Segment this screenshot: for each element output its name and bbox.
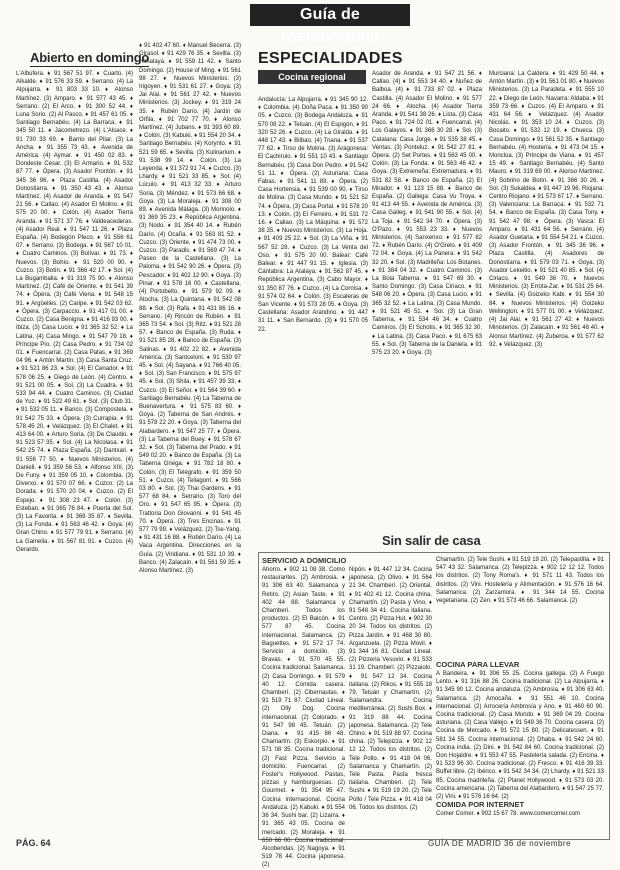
column-4-text: Asador de Aranda. ♦ 91 547 21 56. ♦ Callao. (4) ♦ 91 553 34 40. ♦ Nuñez de Balboa. (4) ♦ 91 733 87 02. ♦ Plaza Castilla. (4) Asador El Molino. ♦ 91 577 24 66. ♦ Atocha. (4) Asador Tierra Aranda. ♦ 91 541 38 26. ♦ Lista. (3) Casa Paco. ♦ 91 724 02 01. ♦ Fuencarral. (4) Los Galayos. ♦ 91 366 30 28. ♦ Sol. (3) Catalana: Casa Jorge. ♦ 91 535 38 45. ♦ Ventas. (3) Ponteluz. ♦ 91 542 27 81. ♦ Ópera. (2) Set Portes. ♦ 91 563 45 00. ♦ Colón. (3) La Fonda. ♦ 91 563 46 42. ♦ Goya. (3) Extremeña: Extremadura. ♦ 91 531 82 58. ♦ Banco de España. (2) El Mirador. ♦ 91 123 15 88. ♦ Banco de España. (2) Gallega: Casa Vu Troya. ♦ 91 413 44 55. ♦ Avenida de América. (3) Casa Galleg. ♦ 91 541 90 55. ♦ Sol. (4) La Toja. ♦ 91 542 34 70. ♦ Ópera. (3) O'Pazo. ♦ 91 553 23 33. ♦ Nuevos Ministerios. (4) Sanxenxo. ♦ 91 577 82 72. ♦ Rubén Darío. (4) O'Grelo. ♦ 91 409 72 04. ♦ Goya. (4) La Panera. ♦ 91 542 32 20. ♦ Sol. (3) Madrileña: Los Botanes. ♦ 91 384 04 32. ♦ Cuatro Caminos. (3) La Bola Taberna. ♦ 91 547 69 30. ♦ Santo Domingo. (3) Casa Ciriaco. ♦ 91 548 06 20. ♦ Ópera. (3) Casa Lucio. ♦ 91 365 32 52. ♦ La Latina. (3) Casa Mundo. ♦ 91 521 45 51. ♦ Sol. (3) La Gran Taberna. ♦ 91 534 46 34. ♦ Cuatro Caminos. (3) El Schotis. ♦ 91 365 32 30. ♦ La Latina. (3) Casa Paco. ♦ 91 675 63 55. ♦ Sol. (3) Taberna de la Daniela. ♦ 91 575 23 20. ♦ Goya. (3) [372,71,482,356]
comida-internet-text: Comer Comer. ♦ 902 15 67 78. www.comercomer.com [436,811,581,817]
servicio-column-2: Nipón. ♦ 91 447 12 34. Cocina japonesa. (2) Olivo. ♦ 91 564 21 34. Chamberí. (2) Oriental. ♦ 91 402 41 12. Cocina china. Chamartín. (2) Pasta y Vino. ♦ 91 548 34 41. Cocina italiana. Centro. (2) Pizza Hut. ♦ 902 30 20 34. Todos los distritos. (2) Pizza Jardín. ♦ 91 468 30 80. Arganzuela. (2) Pizza Movil. ♦ 91 344 16 81. Ciudad Lineal. (2) Pizzeria Vesuvio. ♦ 91 533 31 19. Chamberí. (2) Pizzaiolo. ♦ 91 547 12 34. Cocina italiana. (2) Rikos. ♦ 91 555 18 79. Tetuán y Chamartín. (2) Salamandra. Cocina mediterránea. (2) Sushi Box. ♦ 91 319 88 44. Cocina japonesa. Salamanca. (2) Tele Chino. ♦ 91 519 88 97. Cocina china. (2) Telepizza. ♦ 902 12 12 12. Todos los distritos. (2) Tele Pollo. ♦ 91 418 04 06. Salamanca y Chamartín. (2) Tele Pasta. Pasta fresca italiana. Chamberí. (2) Tele Sushi. ♦ 91 519 19 20. (2) Tele Pollo / Tele Pizza. ♦ 91 418 04 06. Todos los distritos. (2) [349,567,432,811]
column-1 [16,70,133,836]
column-5-text: Murciana: La Caldera. ♦ 91 429 50 44. ♦ Antón Martín. (3) ♦ 91 561 01 80. ♦ Nuevos Ministerios. (3) La Paradeta. ♦ 91 555 10 22. ♦ Diego de León. Navarra: Aldaba. ♦ 91 359 73 66. ♦ Cuzco. (4) El Amparo. ♦ 91 431 64 56. ♦ Velázquez. (4) Asador Nicolás. ♦ 91 353 10 24. ♦ Cuzco. (3) Bocaito. ♦ 91 532 12 19. ♦ Chueca. (3) Casa Domingo. ♦ 91 561 52 35. ♦ Santiago Bernabéu. (4) Hostería. ♦ 91 473 04 15. ♦ Moncloa. (3) Príncipe de Viana. ♦ 91 457 15 49. ♦ Santiago Bernabéu. (4) Santo Mauro. ♦ 91 319 69 00. ♦ Alonso Martínez. (4) Sobrino de Botín. ♦ 91 366 30 26. ♦ Sol. (3) Sukaldea. ♦ 91 447 19 96. Riojana: Centro Riojano. ♦ 91 573 67 17. ♦ Serrano. (3) Valenciana: La Barraca. ♦ 91 532 71 54. ♦ Banco de España. (3) Casa Tony. ♦ 91 542 47 98. ♦ Ópera. (3) Vasca: El Amparo. ♦ 91 431 64 56. ♦ Serrano. (4) Asador Guetaria. ♦ 91 554 54 21. ♦ Cuzco. (3) Asador Frontón. ♦ 91 345 36 96. ♦ Plaza Castilla. (4) Asadores de Donostiarra. ♦ 91 579 03 71. ♦ Goya. (3) Asador Lekeitio. ♦ 91 521 40 85. ♦ Sol. (4) Ciriaco. ♦ 91 549 36 70. ♦ Nuevos Ministerios. (3) Errota-Zar. ♦ 91 531 25 64. ♦ Sevilla. (4) Goizeko Kabi. ♦ 91 554 30 84. ♦ Nuevos Ministerios. (4) Goizeko Wellington. ♦ 91 577 01 00. ♦ Velázquez. (4) Jai Alai. ♦ 91 561 27 42. ♦ Nuevos Ministerios. (3) Zalacaín. ♦ 91 561 48 40. ♦ Alonso Martínez. (4) Zuberoa. ♦ 91 577 62 92. ♦ Velázquez. (3) [489,71,604,348]
heading-servicio-domicilio: SERVICIO A DOMICILIO [262,556,347,565]
column-5 [489,70,604,536]
column-3-text: Andalucía: La Alpujarra. ♦ 91 345 90 12. ♦ Colombia. (4) Doña Paca. ♦ 91 350 90 05. ♦ Cuzco. (3) Bodega Andaluza. ♦ 91 570 08 22. ♦ Tetuán. (4) El Espigón. ♦ 91 320 52 26. ♦ Cuzco. (4) La Giralda. ♦ 91 448 17 43. ♦ Bilbao. (4) Triana. ♦ 91 537 77 62. ♦ Tirso de Molina. (3) Aragonesa: El Cachirulo. ♦ 91 551 10 43. ♦ Santiago Bernabéu. (3) Casa Don Pedro. ♦ 91 542 51 11. ♦ Ópera. (2) Asturiana: Casa Fabas. ♦ 91 541 11 89. ♦ Ópera. (2) Casa Hortensia. ♦ 91 539 00 90. ♦ Tirso de Molina. (3) Casa Mundo. ♦ 91 521 52 74. ♦ Ópera. (3) Casa Portal. ♦ 91 578 20 13. ♦ Colón. (3) El Ferreiro. ♦ 91 531 72 16. ♦ Callao. (3) La Máquina. ♦ 91 572 38 35. ♦ Nuevos Ministerios. (3) La Hoja. ♦ 91 409 25 22. ♦ Sol. (3) La Viña. ♦ 91 567 52 28. ♦ Cuzco. (3) La Venta del Oso. ♦ 91 575 20 00. Balear: Café Balear. ♦ 91 447 91 15. ♦ Iglesia. (3) Cántabra: La Atalaya. ♦ 91 562 87 45. ♦ República Argentina. (3) Cabo Mayor. ♦ 91 350 87 76. ♦ Cuzco. (4) La Cornisa. ♦ 91 574 02 64. ♦ Colón. (3) Escaleras de San Vicente. ♦ 91 573 28 05. ♦ Goya. (3) Castellana: Asador Arandino. ♦ 91 447 31 11. ♦ San Bernardo. (3) ♦ 91 570 05 22. [258,97,368,333]
servicio-column-3: Chamartín. (2) Tele Sushi. ♦ 91 519 19 20. (2) Telepastilla. ♦ 91 547 43 32. Salamanca. (2) Telepizza. ♦ 902 12 12 12. Todos los distritos. (2) Tony Roma's. ♦ 91 571 11 43. Todos los distritos. (2) Vini. Hostelería y Alimentación. ♦ 91 576 16 64. Salamanca. (2) Zarzamora. ♦ 91 344 14 55. Cocina vegetariana. (2) Zen. ♦ 91 573 46 66. Salamanca. (2) [436,557,604,605]
column-2-text: ♦ 91 402 47 60. ♦ Manuel Becerra. (3) Girasol. ♦ 91 429 76 35. ♦ Sevilla. (3) Himalaya. ♦ 91 559 11 42. ♦ Santo Domingo. (2) House of Ming. ♦ 91 561 98 27. ♦ Nuevos Ministerios. (3) Irigoyen. ♦ 91 531 61 27. ♦ Goya. (3) Jai Alai. ♦ 91 561 27 42. ♦ Nuevos Ministerios. (3) Jockey. ♦ 91 319 24 35. ♦ Rubén Darío. (4) Jardín de Orfila. ♦ 91 702 77 70. ♦ Alonso Martínez. (4) Jubans. ♦ 91 393 60 89. ♦ Colón. (3) Kabuki. ♦ 91 554 20 34. ♦ Santiago Bernabéu. (4) Korynto. ♦ 91 521 59 65. ♦ Sevilla. (3) Kulinarium. ♦ 91 538 99 14. ♦ Colón. (3) La Leyenda. ♦ 91 372 91 74. ♦ Cuzco. (3) Lhardy. ♦ 91 521 33 85. ♦ Sol. (4) Lúculo. ♦ 91 413 32 33. ♦ Arturo Soria. (3) Méndez. ♦ 91 573 66 68. ♦ Goya. (3) La Moraleja. ♦ 91 308 00 89. ♦ Avenida Málaga. (3) Morinolo. ♦ 91 369 35 23. ♦ República Argentina. (3) Nodo. ♦ 91 354 40 14. ♦ Rubén Darío. (4) Ocaña. ♦ 91 563 81 52. ♦ Cuzco. (3) Oriente. ♦ 91 474 73 00. ♦ Cuzco. (3) Paradis. ♦ 91 569 47 74. ♦ Paseo de la Castellana. (3) La Paloma. ♦ 91 542 90 26. ♦ Ópera. (3) Pescador. ♦ 91 402 12 90. ♦ Goya. (3) Pinar. ♦ 91 578 16 00. ♦ Castellana. (4) Portobello. ♦ 91 579 92 09. ♦ Atocha. (3) La Quintana. ♦ 91 542 08 88. ♦ Sol. (3) Rafa. ♦ 91 431 86 16. ♦ Serrano. (4) Rincón de Rubén. ♦ 91 365 73 54. ♦ Sol. (3) Ritz. ♦ 91 521 28 57. ♦ Banco de España. (3) Ruda. ♦ 91 521 85 28. ♦ Banco de España. (3) Salinas. ♦ 91 402 22 82. ♦ Avenida América. (3) Santceloni. ♦ 91 530 97 45. ♦ Sol. (4) Sayana. ♦ 91 766 40 05. ♦ Sol. (3) San Francisco. ♦ 91 575 97 45. ♦ Sol. (3) Shila. ♦ 91 457 39 33. ♦ Cuzco. (3) El Señor. ♦ 91 564 39 60. ♦ Santiago Bernabéu. (4) La Taberna de Buenavertura. ♦ 91 575 83 60. ♦ Goya. (2) Taberna de San Andrés. ♦ 91 578 22 20. ♦ Goya. (3) Taberna del Alabardero. ♦ 91 547 25 77. ♦ Ópera. (3) La Taberna del Buey. ♦ 91 578 67 32. ♦ Sol. (3) Taberna del Prado. ♦ 91 549 02 20. ♦ Banco de España. (3) La Taberna Griega. ♦ 91 782 18 80. ♦ Colón. (3) El Telégrafo. ♦ 91 359 50 51. ♦ Cuzco. (4) Tellagorri. ♦ 91 566 03 80. ♦ Sol. (3) Thai Gardens. ♦ 91 577 68 84. ♦ Serrano. (3) Toro del Oro. ♦ 91 547 65 95. ♦ Ópera. (3) Trattoria Don Giovanni. ♦ 91 541 45 70. ♦ Ópera. (3) Tres Encinas. ♦ 91 577 79 99. ♦ Velázquez. (2) Tse-Yang. ♦ 91 431 16 88. ♦ Rubén Darío. (4) La Vaca Argentina. Direcciones en la Guía. (2) Viridiana. ♦ 91 531 10 39. ♦ Banco. (4) Zalacaín. ♦ 91 561 59 35. ♦ Alonso Martínez. (3) [139,43,241,574]
column-3 [258,96,368,536]
section-banner: Guía de restaurantes [250,4,410,26]
heading-abierto-domingo: Abierto en domingo [30,50,150,65]
servicio-column-1: Ahorro. ♦ 902 11 08 38. Como restaurantes. (2) Ambrosia. ♦ 91 306 63 40. Salamanca y Retiro. (2) Asian Taste. ♦ 91 402 44 88. Salamanca y Chamberí. Todos los productos. (2) El Balcón. ♦ 91 577 87 45. Cocina internacional. Salamanca. (2) Baguettes. ♦ 91 572 17 74. Servicio a domicilio. (3) Bravas. ♦ 91 570 45 55. Cocina tradicional. Salamanca. (2) Casa Domingo. ♦ 91 579 40 12. Comida casera. Chamberí. (2) Cibernautas. ♦ 91 519 71 87. Ciudad Lineal. (2) Olly Dog. Cocina internacional. (2) Colorado. ♦ 91 547 98 45. Tetuán. (2) Diana. ♦ 91 415 86 48. Chamartín. (3) Eskorpio. ♦ 91 571 08 35. Cocina tradicional. (2) Fast Pizza. Servicio a domicilio. Fuencarral. (2) Foster's Hollywood. Pastas, pizzas y hamburguesas. (2) Gourmet. ♦ 91 354 95 47. Cocina internacional. Cocina Andaluza. (2) Kabuki. ♦ 91 554 36 34. Sushi bar. (2) Lizarra. ♦ 91 365 43 05. Cocina de mercado. (2) Moraleja. ♦ 91 650 66 00. Cocina tradicional. Alcobendas. (2) Nagoya. ♦ 91 519 78 44. Cocina japonesa. (2) [262,567,345,869]
page-number: PÁG. 64 [16,838,51,848]
footer-publication: GUÍA DE MADRID 36 de noviembre [428,839,572,848]
cocina-llevar-text: A Bandeira. ♦ 91 306 55 25. Cocina gallega. (2) A Fuego Lento. ♦ 91 316 88 26. Cocina tradicional. (2) La Alpujarra. ♦ 91 345 90 12. Cocina andaluza. (2) Ambrosia. ♦ 91 306 63 40. Salamanca. (2) Amocaña. ♦ 91 551 46 10. Cocina internacional. (2) Arrocería Ambrosía y Ano. ♦ 91 460 60 90. Cocina tradicional. (2) Casa Mundo. ♦ 91 369 04 29. Cocina asturiana. (2) Casa Vallejo. ♦ 91 549 36 70. Cocina casera. (2) Cocina de Mercado. ♦ 91 572 15 80. (2) Delicatessen. ♦ 91 581 34 55. Cocina internacional. (2) Dhaba. ♦ 91 542 24 60. Cocina india. (2) Dini. ♦ 91 542 84 60. Cocina tradicional. (2) Don Hojaldre. ♦ 91 553 47 55. Pastelería salada. (2) Encina. ♦ 91 523 96 30. Cocina tradicional. (2) Fresco. ♦ 91 416 39 33. Buffet libre. (2) Ibérico. ♦ 91 542 34 34. (2) Lhardy. ♦ 91 521 33 85. Cocina madrileña. (2) Planet Hollywood. ♦ 91 573 03 20. Cocina americana. (2) Taberna del Alabardero. ♦ 91 547 25 77. (2) Vini. ♦ 91 576 16 64. (2) [436,671,604,801]
column-4 [372,70,482,536]
cocina-regional-tag: Cocina regional [258,70,366,84]
heading-especialidades: ESPECIALIDADES [258,50,403,67]
heading-sin-salir-de-casa: Sin salir de casa [382,533,481,548]
heading-cocina-para-llevar: COCINA PARA LLEVAR [436,660,520,669]
heading-comida-internet: COMIDA POR INTERNET [436,800,525,809]
column-2 [139,42,241,838]
column-1-text: L'Albufera. ♦ 91 567 51 97. ♦ Cuarto. (4) Alkalde. ♦ 91 576 33 59. ♦ Serrano. (4) La Alpujarra. ♦ 91 803 33 10. ♦ Alonso Martínez. (3) Amparo. ♦ 91 577 43 45. ♦ Serrano. (2) El Arco. ♦ 91 300 52 44. ♦ Luna Sorio. (2) Al Pasco. ♦ 91 457 61 05. ♦ Santiago Bernabéu. (4) La Barraca. ♦ 91 345 50 11. ♦ Jacometrezo. (4) L'Alsace. ♦ 91 730 33 69. ♦ Barrio del Pilar. (3) La Ancha. ♦ 91 355 73 43. ♦ Avenida de América. (4) Aymar. ♦ 91 450 02 83. ♦ Dondeste Cesar. (3) El Armario. ♦ 91 532 87 77. ♦ Ópera. (3) Asador Frontón. ♦ 91 345 36 96. ♦ Plaza Castilla. (4) Asador Donostiarra. ♦ 91 350 43 43. ♦ Alonso Martínez. (4) Asador de Aranda. ♦ 91 547 21 56. ♦ Callao. (4) Asador El Molino. ♦ 91 575 20 00. ♦ Colón. (4) Asador Tierra Aranda. ♦ 91 571 37 76. ♦ Valdeacederas. (4) Asador Real. ♦ 91 547 11 26. ♦ Plaza España. (4) Bodegón Pleco. ♦ 91 556 61 07. ♦ Serrano. (3) Bodega. ♦ 91 567 10 01. ♦ Cuatro Caminos. (3) Bolívar. ♦ 91 73. ♦ Nuevos. (3) Bohío. ♦ 91 520 00 90. ♦ Cuzco. (3) Botín. ♦ 91 366 42 17. ♦ Sol. (4) La Bugamballa. ♦ 91 319 75 90. ♦ Alonso Martínez. (2) Café de Oriente. ♦ 91 541 39 74. ♦ Ópera. (3) Café Viena. ♦ 91 548 15 91. ♦ Argüelles. (2) Caripe. ♦ 91 542 03 62. ♦ Ópera. (3) Carpaccio. ♦ 91 417 01 00. ♦ Cuzco. (2) Casa Benigna. ♦ 91 416 93 00. ♦ Ibiza. (3) Casa Lucio. ♦ 91 365 32 52. ♦ La Latina. (4) Casa Mingo. ♦ 91 547 79 18. ♦ Príncipe Pío. (2) Casa Pedro. ♦ 91 734 02 01. ♦ Fuencarral. (2) Casa Patas. ♦ 91 369 04 96. ♦ Antón Martín. (3) Casa Santa Cruz. ♦ 91 521 86 23. ♦ Sol. (4) El Cenador. ♦ 91 578 06 25. ♦ Diego de León. (4) Centro. ♦ 91 521 00 05. ♦ Sol. (3) La Cuadra. ♦ 91 533 94 44. ♦ Cuatro Caminos. (3) Ciudad de Yuz. ♦ 91 522 49 61. ♦ Sol. (3) Club 31. ♦ 91 532 05 11. ♦ Banco. (3) Compostela. ♦ 91 542 75 33. ♦ Ópera. (3) Currapia. ♦ 91 578 45 20. ♦ Velázquez. (3) El Chalet. ♦ 91 413 64 00. ♦ Arturo Soria. (3) De Claudio. ♦ 91 523 57 35. ♦ Sol. (4) La Nicolasa. ♦ 91 542 25 74. ♦ Plaza España. (2) Dantxari. ♦ 91 556 77 50. ♦ Nuevos Ministerios. (4) Daniell. ♦ 91 359 56 53. ♦ Alfonso XIII. (3) De Funy. ♦ 91 359 05 10. ♦ Colombia. (3) Diverxo. ♦ 91 570 07 66. ♦ Cuzco. (2) La Dorada. ♦ 91 570 20 04. ♦ Cuzco. (2) El Espejo. ♦ 91 308 23 47. ♦ Colón. (3) Esteban. ♦ 91 365 76 84. ♦ Puerta del Sol. (3) La Favorita. ♦ 91 369 35 87. ♦ Sevilla. (3) La Fonda. ♦ 91 563 46 42. ♦ Goya. (4) Gran Chino. ♦ 91 577 79 91. ♦ Serrano. (4) La Gamella. ♦ 91 567 81 91. ♦ Cuzco. (4) Gerardo. [16,71,133,553]
